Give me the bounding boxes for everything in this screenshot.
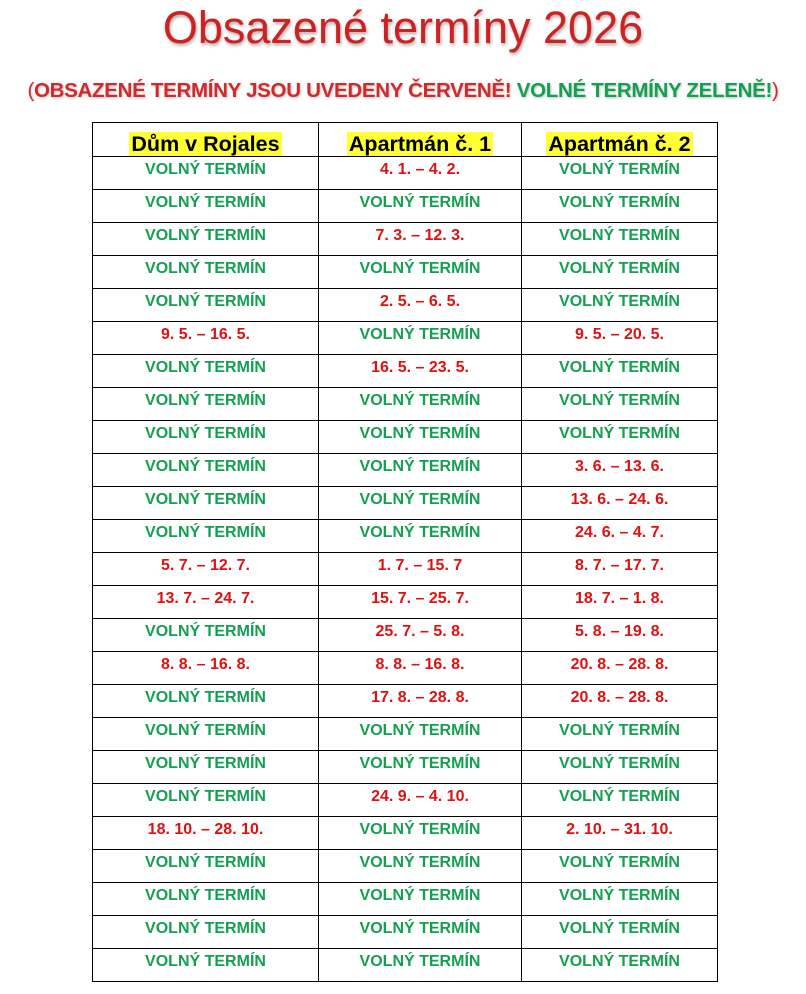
free-slot-cell: VOLNÝ TERMÍN (522, 223, 718, 256)
free-slot-cell: VOLNÝ TERMÍN (522, 916, 718, 949)
table-row (93, 289, 718, 322)
free-slot-cell: VOLNÝ TERMÍN (522, 421, 718, 454)
legend-booked-note: OBSAZENÉ TERMÍNY JSOU UVEDENY ČERVENĚ! (34, 79, 512, 102)
header-apartment-1 (319, 123, 522, 157)
header-apartment-2 (522, 123, 718, 157)
free-slot-cell: VOLNÝ TERMÍN (93, 421, 319, 454)
free-slot-cell: VOLNÝ TERMÍN (522, 883, 718, 916)
free-slot-cell: VOLNÝ TERMÍN (522, 388, 718, 421)
table-row (93, 454, 718, 487)
table-header-row (93, 123, 718, 157)
free-slot-cell: VOLNÝ TERMÍN (522, 289, 718, 322)
booked-slot-cell: 8. 8. – 16. 8. (319, 652, 522, 685)
booked-slot-cell: 9. 5. – 20. 5. (522, 322, 718, 355)
booked-slot-cell: 13. 6. – 24. 6. (522, 487, 718, 520)
free-slot-cell: VOLNÝ TERMÍN (93, 784, 319, 817)
free-slot-cell: VOLNÝ TERMÍN (522, 850, 718, 883)
free-slot-cell: VOLNÝ TERMÍN (93, 883, 319, 916)
booked-slot-cell: 17. 8. – 28. 8. (319, 685, 522, 718)
free-slot-cell: VOLNÝ TERMÍN (319, 454, 522, 487)
free-slot-cell: VOLNÝ TERMÍN (93, 256, 319, 289)
table-row (93, 850, 718, 883)
header-house-rojales (93, 123, 319, 157)
table-row (93, 883, 718, 916)
booked-slot-cell: 4. 1. – 4. 2. (319, 157, 522, 190)
free-slot-cell: VOLNÝ TERMÍN (93, 190, 319, 223)
header-label: Apartmán č. 1 (348, 132, 492, 156)
free-slot-cell: VOLNÝ TERMÍN (93, 289, 319, 322)
booked-slot-cell: 13. 7. – 24. 7. (93, 586, 319, 619)
legend-close-paren: ) (772, 79, 779, 102)
booked-slot-cell: 16. 5. – 23. 5. (319, 355, 522, 388)
free-slot-cell: VOLNÝ TERMÍN (522, 157, 718, 190)
booked-slot-cell: 24. 6. – 4. 7. (522, 520, 718, 553)
table-row (93, 817, 718, 850)
free-slot-cell: VOLNÝ TERMÍN (93, 718, 319, 751)
booked-slot-cell: 20. 8. – 28. 8. (522, 652, 718, 685)
booked-slot-cell: 2. 5. – 6. 5. (319, 289, 522, 322)
free-slot-cell: VOLNÝ TERMÍN (319, 751, 522, 784)
table-row (93, 322, 718, 355)
table-row (93, 784, 718, 817)
free-slot-cell: VOLNÝ TERMÍN (93, 619, 319, 652)
table-row (93, 157, 718, 190)
booking-table (92, 122, 718, 982)
table-row (93, 190, 718, 223)
free-slot-cell: VOLNÝ TERMÍN (522, 190, 718, 223)
free-slot-cell: VOLNÝ TERMÍN (319, 817, 522, 850)
table-row (93, 223, 718, 256)
table-row (93, 619, 718, 652)
booked-slot-cell: 8. 8. – 16. 8. (93, 652, 319, 685)
free-slot-cell: VOLNÝ TERMÍN (522, 949, 718, 982)
free-slot-cell: VOLNÝ TERMÍN (93, 949, 319, 982)
free-slot-cell: VOLNÝ TERMÍN (93, 157, 319, 190)
booked-slot-cell: 3. 6. – 13. 6. (522, 454, 718, 487)
free-slot-cell: VOLNÝ TERMÍN (319, 718, 522, 751)
free-slot-cell: VOLNÝ TERMÍN (93, 487, 319, 520)
table-row (93, 949, 718, 982)
booked-slot-cell: 18. 10. – 28. 10. (93, 817, 319, 850)
free-slot-cell: VOLNÝ TERMÍN (319, 883, 522, 916)
booked-slot-cell: 7. 3. – 12. 3. (319, 223, 522, 256)
table-row (93, 421, 718, 454)
page-title: Obsazené termíny 2026 (162, 2, 644, 53)
table-row (93, 718, 718, 751)
free-slot-cell: VOLNÝ TERMÍN (319, 949, 522, 982)
booked-slot-cell: 25. 7. – 5. 8. (319, 619, 522, 652)
legend-free-note: VOLNÉ TERMÍNY ZELENĚ! (516, 79, 772, 102)
header-label: Dům v Rojales (131, 132, 280, 156)
header-label: Apartmán č. 2 (548, 132, 691, 156)
booked-slot-cell: 20. 8. – 28. 8. (522, 685, 718, 718)
free-slot-cell: VOLNÝ TERMÍN (522, 718, 718, 751)
free-slot-cell: VOLNÝ TERMÍN (319, 190, 522, 223)
table-row (93, 487, 718, 520)
free-slot-cell: VOLNÝ TERMÍN (319, 916, 522, 949)
free-slot-cell: VOLNÝ TERMÍN (522, 784, 718, 817)
free-slot-cell: VOLNÝ TERMÍN (319, 487, 522, 520)
booked-slot-cell: 5. 8. – 19. 8. (522, 619, 718, 652)
free-slot-cell: VOLNÝ TERMÍN (93, 850, 319, 883)
free-slot-cell: VOLNÝ TERMÍN (319, 850, 522, 883)
booked-slot-cell: 15. 7. – 25. 7. (319, 586, 522, 619)
booked-slot-cell: 24. 9. – 4. 10. (319, 784, 522, 817)
free-slot-cell: VOLNÝ TERMÍN (319, 421, 522, 454)
free-slot-cell: VOLNÝ TERMÍN (319, 322, 522, 355)
free-slot-cell: VOLNÝ TERMÍN (522, 751, 718, 784)
free-slot-cell: VOLNÝ TERMÍN (319, 520, 522, 553)
free-slot-cell: VOLNÝ TERMÍN (93, 916, 319, 949)
table-row (93, 520, 718, 553)
table-row (93, 553, 718, 586)
booked-slot-cell: 1. 7. – 15. 7 (319, 553, 522, 586)
legend-note (0, 78, 806, 104)
table-row (93, 388, 718, 421)
free-slot-cell: VOLNÝ TERMÍN (93, 388, 319, 421)
free-slot-cell: VOLNÝ TERMÍN (93, 751, 319, 784)
table-row (93, 916, 718, 949)
table-row (93, 586, 718, 619)
booked-slot-cell: 2. 10. – 31. 10. (522, 817, 718, 850)
booking-table-body (93, 157, 718, 982)
booked-slot-cell: 5. 7. – 12. 7. (93, 553, 319, 586)
free-slot-cell: VOLNÝ TERMÍN (522, 355, 718, 388)
booked-slot-cell: 8. 7. – 17. 7. (522, 553, 718, 586)
booked-slot-cell: 18. 7. – 1. 8. (522, 586, 718, 619)
table-row (93, 685, 718, 718)
free-slot-cell: VOLNÝ TERMÍN (93, 520, 319, 553)
free-slot-cell: VOLNÝ TERMÍN (93, 355, 319, 388)
table-row (93, 751, 718, 784)
free-slot-cell: VOLNÝ TERMÍN (93, 223, 319, 256)
table-row (93, 355, 718, 388)
free-slot-cell: VOLNÝ TERMÍN (319, 256, 522, 289)
free-slot-cell: VOLNÝ TERMÍN (93, 454, 319, 487)
table-row (93, 652, 718, 685)
legend-open-paren: ( (27, 79, 34, 102)
free-slot-cell: VOLNÝ TERMÍN (522, 256, 718, 289)
table-row (93, 256, 718, 289)
free-slot-cell: VOLNÝ TERMÍN (319, 388, 522, 421)
booked-slot-cell: 9. 5. – 16. 5. (93, 322, 319, 355)
free-slot-cell: VOLNÝ TERMÍN (93, 685, 319, 718)
